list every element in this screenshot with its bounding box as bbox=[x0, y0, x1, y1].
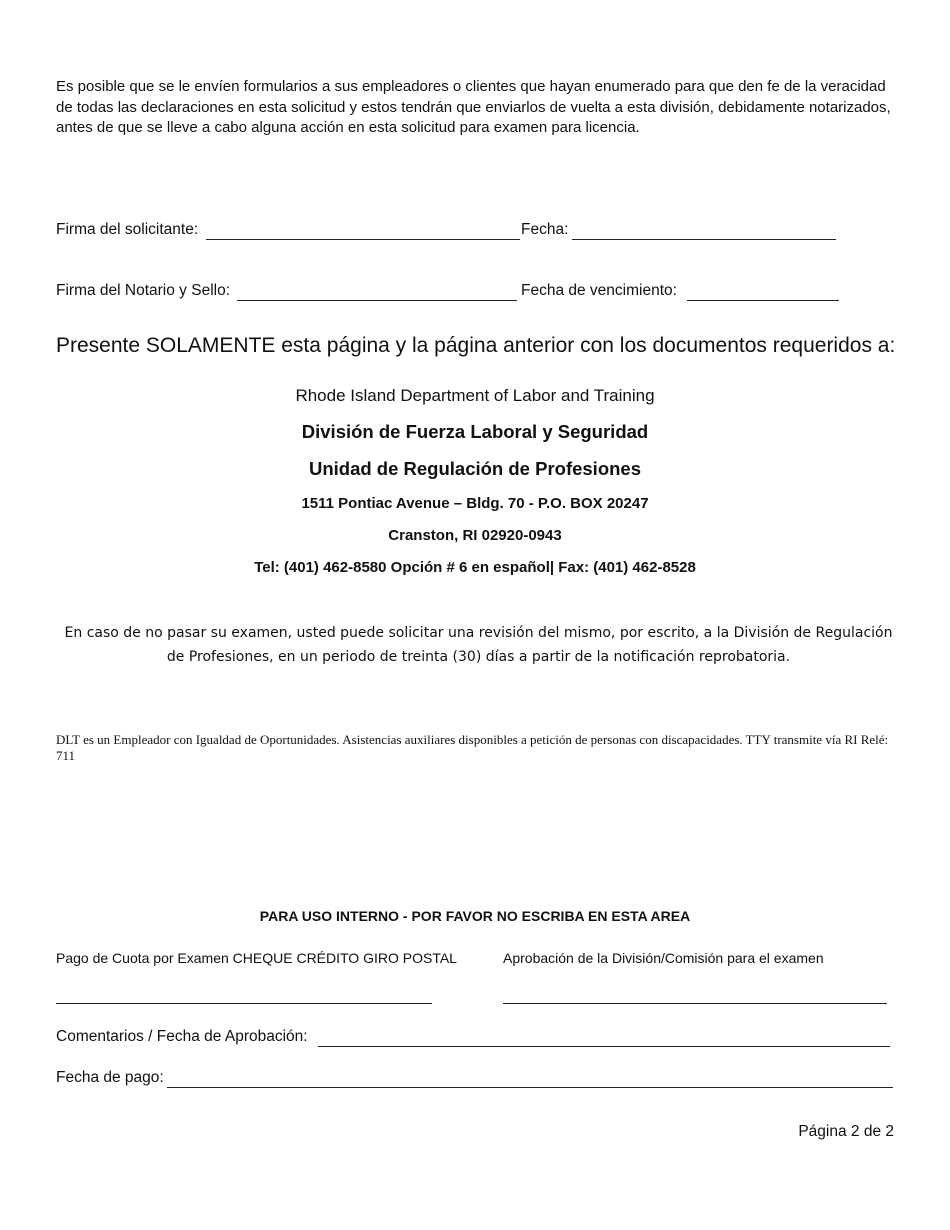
intro-paragraph: Es posible que se le envíen formularios a sus empleadores o clientes que hayan enumerado para que den fe de la veracidad de todas las declaraciones en esta solicitud y estos tendrán que enviarlos de vuelta a esta división, debidamente notarizados, antes de que se lleve a cabo alguna acción en esta solicitud para examen para licencia. bbox=[56, 78, 891, 136]
expiration-date-field[interactable] bbox=[687, 300, 839, 301]
street-address: 1511 Pontiac Avenue – Bldg. 70 - P.O. BOX 20247 bbox=[301, 495, 649, 512]
city-address: Cranston, RI 02920-0943 bbox=[388, 527, 562, 544]
unit-name: Unidad de Regulación de Profesiones bbox=[308, 458, 642, 479]
division-name: División de Fuerza Laboral y Seguridad bbox=[301, 421, 649, 442]
notary-signature-field[interactable] bbox=[237, 300, 517, 301]
applicant-signature-field[interactable] bbox=[206, 239, 520, 240]
comments-approval-date-field[interactable] bbox=[318, 1046, 890, 1047]
applicant-signature-label: Firma del solicitante: bbox=[56, 221, 199, 238]
date-label: Fecha: bbox=[521, 221, 569, 238]
expiration-date-label: Fecha de vencimiento: bbox=[521, 282, 677, 299]
department-name: Rhode Island Department of Labor and Training bbox=[295, 386, 655, 405]
approval-field[interactable] bbox=[503, 1003, 887, 1004]
page-number: Página 2 de 2 bbox=[798, 1123, 894, 1140]
fee-payment-field[interactable] bbox=[56, 1003, 432, 1004]
fee-payment-label: Pago de Cuota por Examen CHEQUE CRÉDITO GIRO POSTAL bbox=[56, 950, 457, 966]
review-notice: En caso de no pasar su examen, usted puede solicitar una revisión del mismo, por escrito, a la División de Regulación de Profesiones, en un periodo de treinta (30) días a partir de la notificación reprobatoria. bbox=[64, 625, 893, 665]
approval-label: Aprobación de la División/Comisión para el examen bbox=[503, 950, 824, 966]
payment-date-label: Fecha de pago: bbox=[56, 1069, 164, 1086]
comments-approval-date-label: Comentarios / Fecha de Aprobación: bbox=[56, 1028, 308, 1045]
dlt-notice: DLT es un Empleador con Igualdad de Oportunidades. Asistencias auxiliares disponibles a petición de personas con discapacidades. TTY transmite vía RI Relé: 711 bbox=[56, 732, 889, 763]
payment-date-field[interactable] bbox=[167, 1087, 893, 1088]
submit-heading: Presente SOLAMENTE esta página y la página anterior con los documentos requeridos a: bbox=[56, 334, 896, 357]
phone-fax: Tel: (401) 462-8580 Opción # 6 en español| Fax: (401) 462-8528 bbox=[254, 559, 696, 576]
date-field[interactable] bbox=[572, 239, 836, 240]
notary-signature-label: Firma del Notario y Sello: bbox=[56, 282, 231, 299]
internal-use-heading: PARA USO INTERNO - POR FAVOR NO ESCRIBA EN ESTA AREA bbox=[259, 908, 691, 924]
